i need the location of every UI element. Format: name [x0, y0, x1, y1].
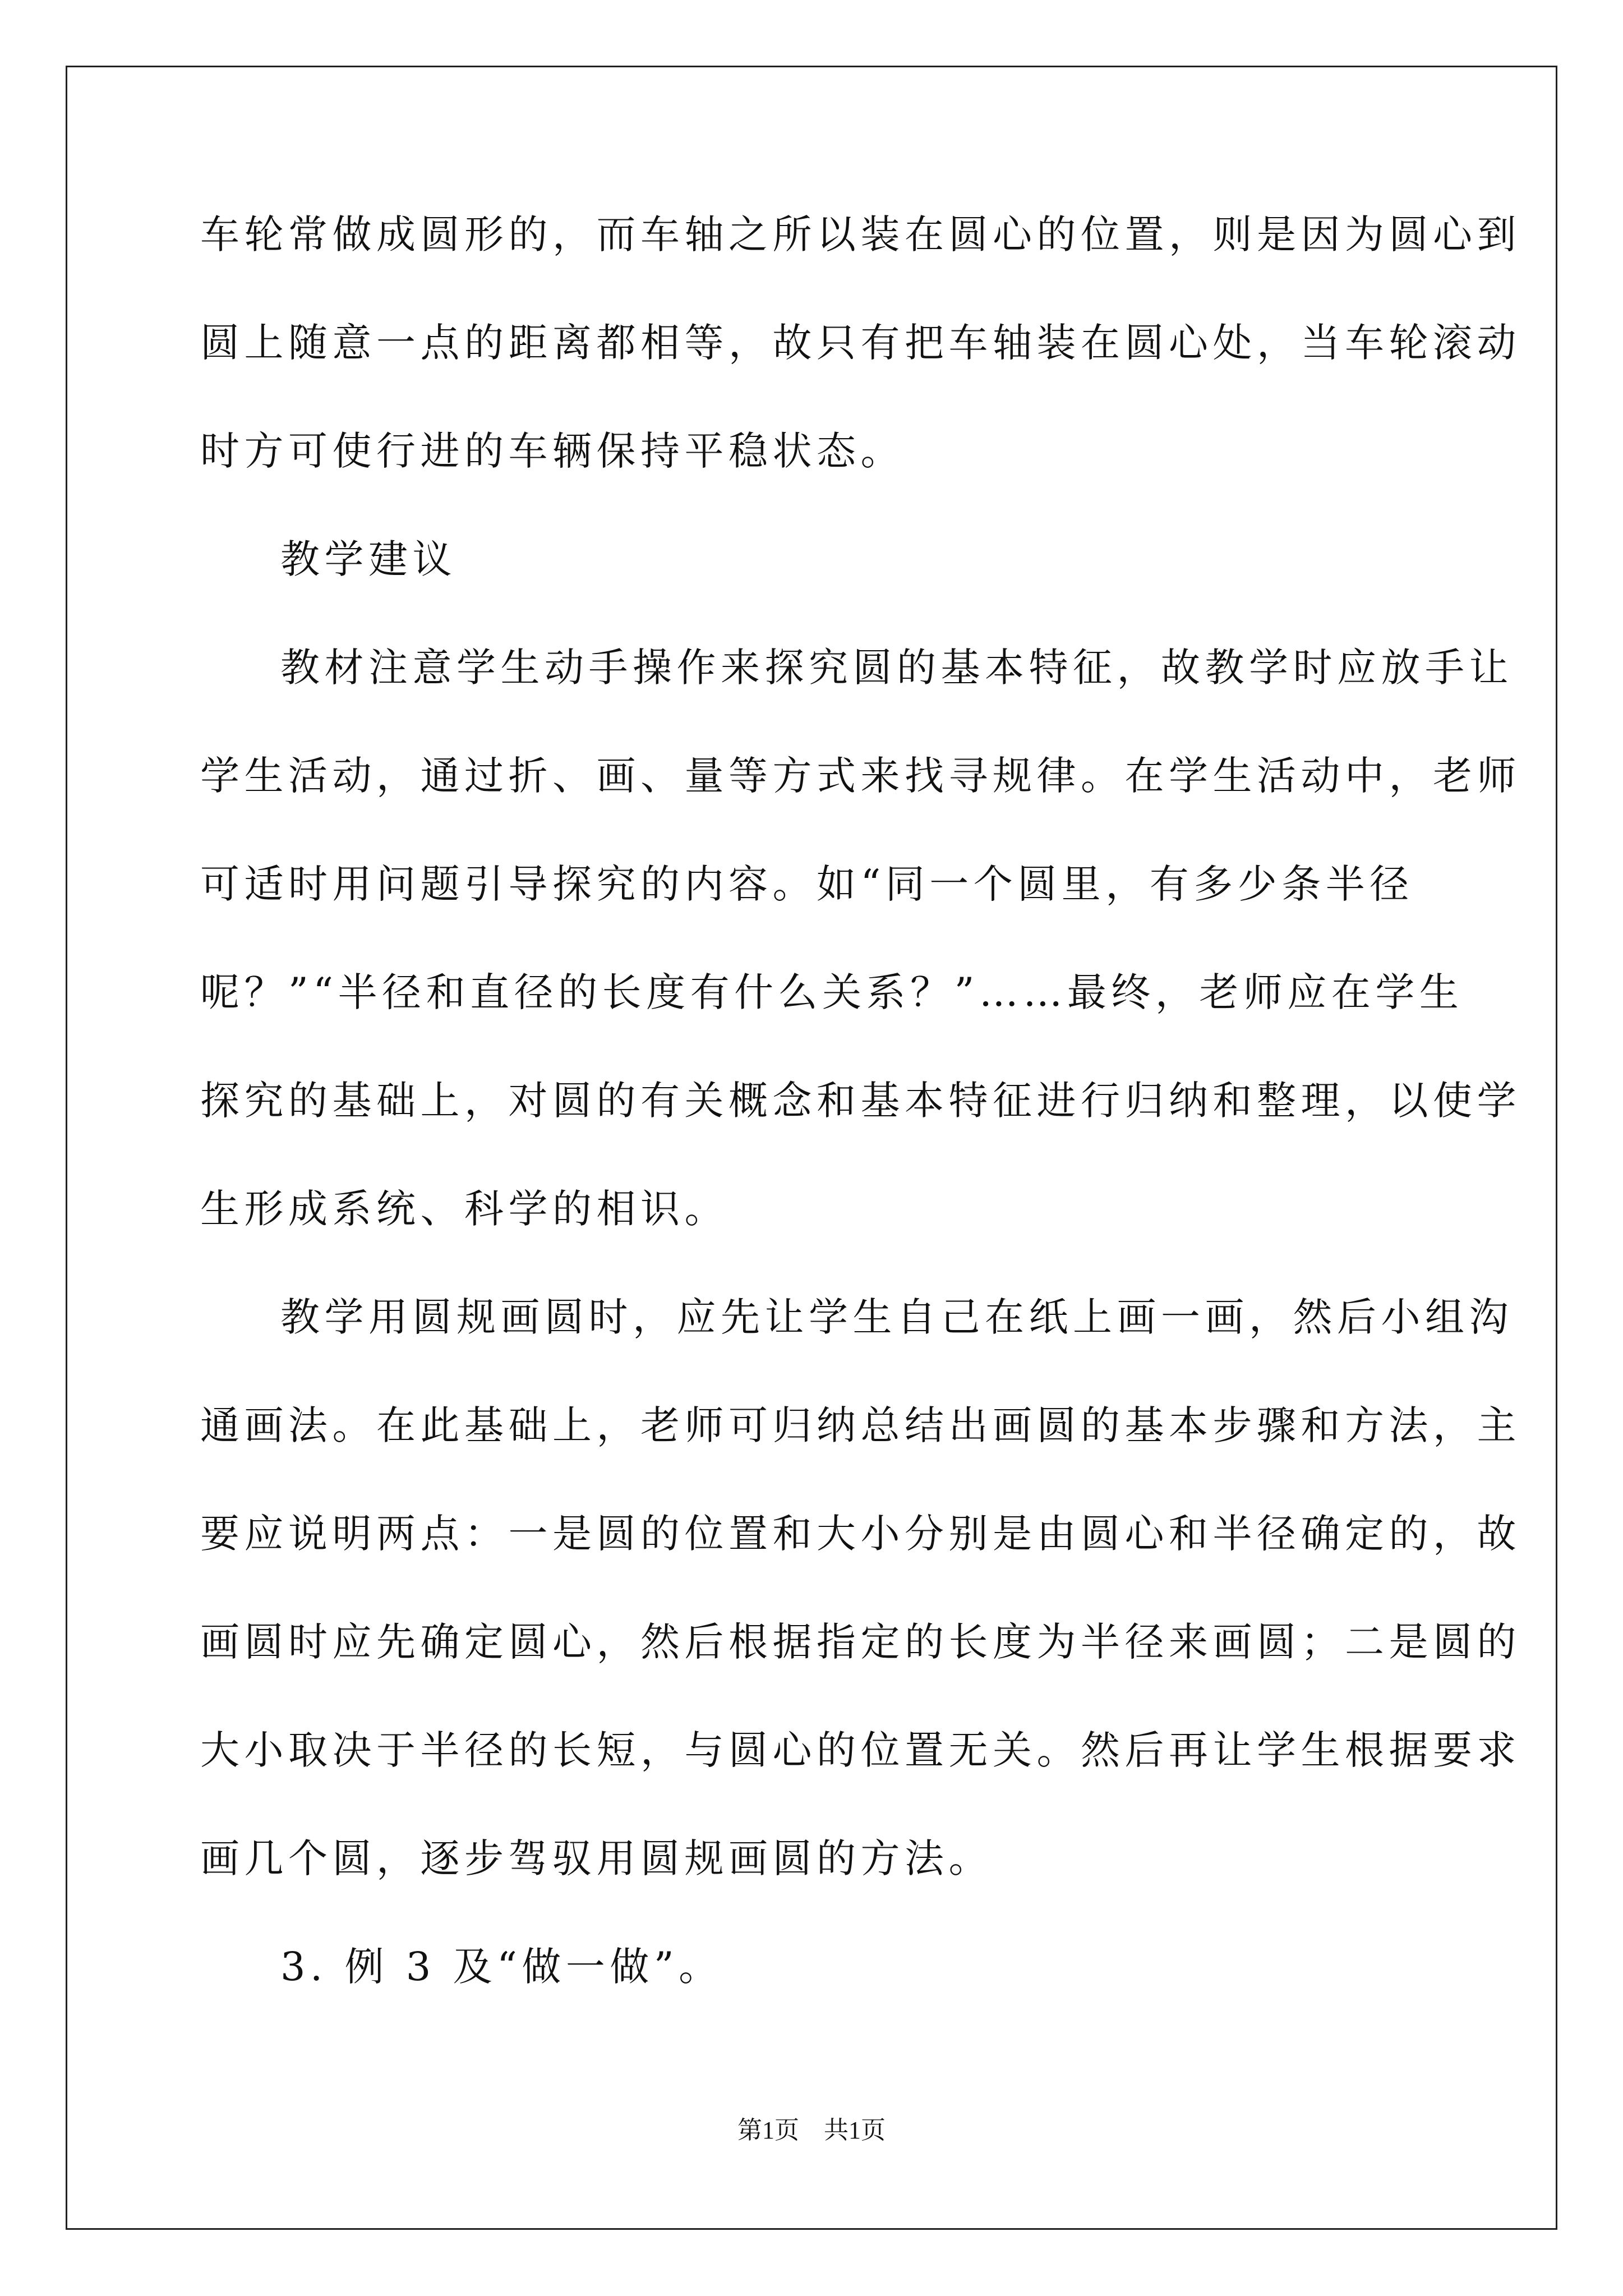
paragraph-line: 车轮常做成圆形的，而车轴之所以装在圆心的位置，则是因为圆心到 [200, 211, 1521, 257]
paragraph-line: 大小取决于半径的长短，与圆心的位置无关。然后再让学生根据要求 [200, 1727, 1521, 1773]
paragraph-line: 通画法。在此基础上，老师可归纳总结出画圆的基本步骤和方法，主 [200, 1402, 1521, 1448]
page-border [66, 66, 1557, 2230]
paragraph-line: 画圆时应先确定圆心，然后根据指定的长度为半径来画圆；二是圆的 [200, 1619, 1521, 1665]
paragraph-line: 可适时用问题引导探究的内容。如“同一个圆里，有多少条半径 [200, 861, 1414, 907]
paragraph-line: 教材注意学生动手操作来探究圆的基本特征，故教学时应放手让 [280, 645, 1513, 691]
page-number-footer: 第1页 共1页 [737, 2116, 886, 2144]
paragraph-line: 探究的基础上，对圆的有关概念和基本特征进行归纳和整理，以使学 [200, 1078, 1521, 1124]
paragraph-line: 要应说明两点：一是圆的位置和大小分别是由圆心和半径确定的，故 [200, 1511, 1521, 1557]
list-item-heading: 3. 例 3 及“做一做”。 [280, 1944, 723, 1990]
paragraph-line: 教学用圆规画圆时，应先让学生自己在纸上画一画，然后小组沟 [280, 1294, 1513, 1340]
paragraph-line: 学生活动，通过折、画、量等方式来找寻规律。在学生活动中，老师 [200, 753, 1521, 799]
paragraph-line: 圆上随意一点的距离都相等，故只有把车轴装在圆心处，当车轮滚动 [200, 320, 1521, 366]
paragraph-line: 生形成系统、科学的相识。 [200, 1186, 728, 1232]
paragraph-line: 画几个圆，逐步驾驭用圆规画圆的方法。 [200, 1835, 993, 1881]
paragraph-line: 呢？”“半径和直径的长度有什么关系？”……最终，老师应在学生 [200, 969, 1464, 1015]
section-heading: 教学建议 [280, 536, 457, 582]
paragraph-line: 时方可使行进的车辆保持平稳状态。 [200, 428, 905, 474]
